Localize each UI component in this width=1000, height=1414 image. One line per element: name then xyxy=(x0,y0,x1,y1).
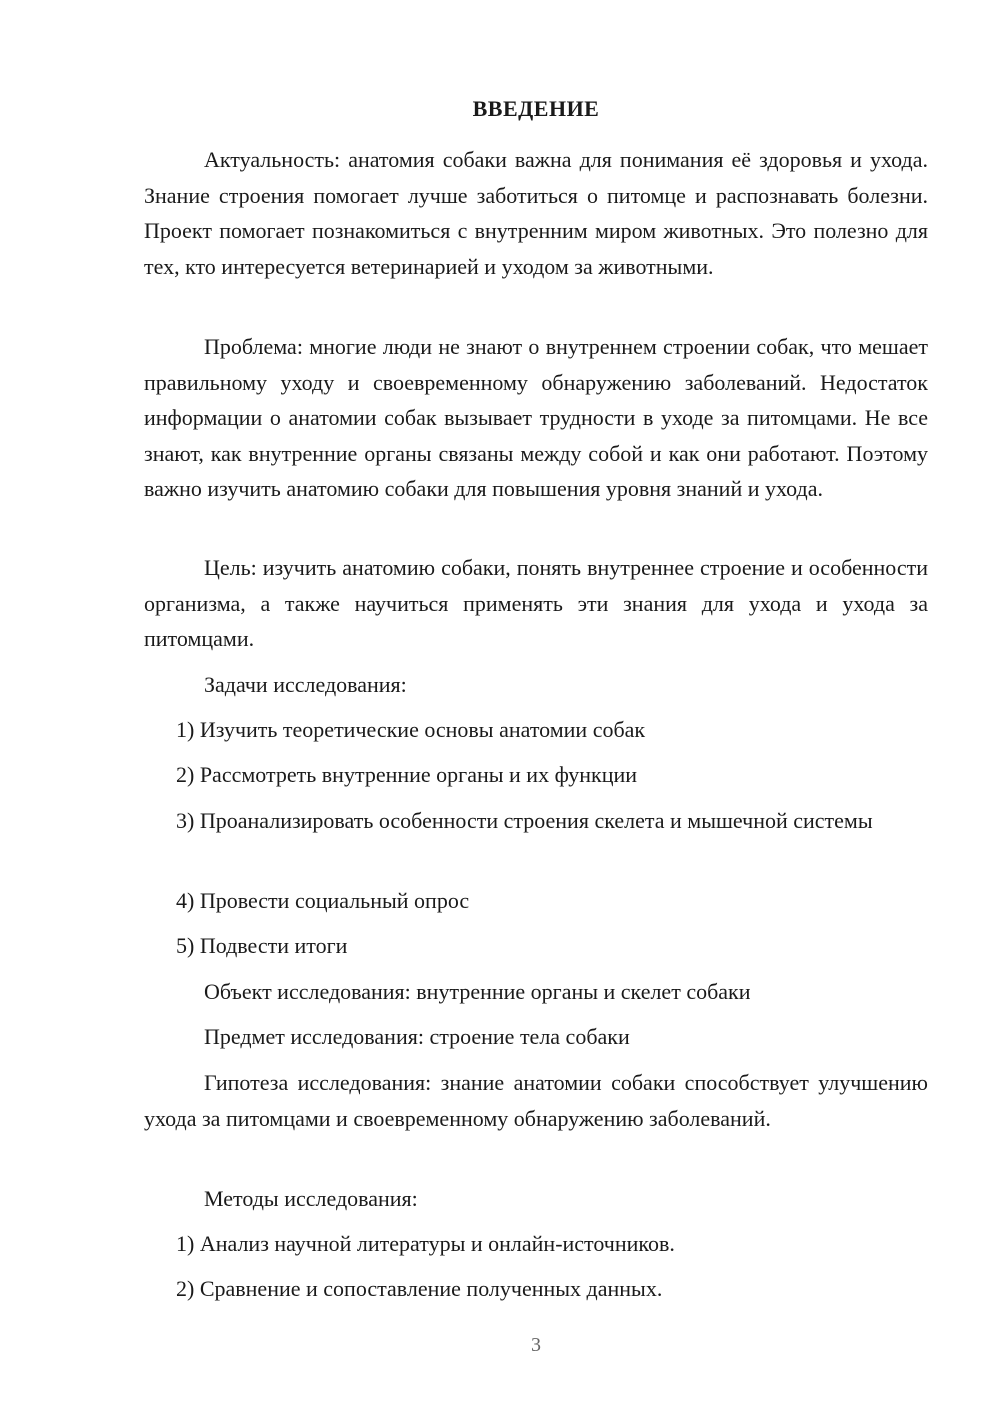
task-item-2: 2) Рассмотреть внутренние органы и их функции xyxy=(176,762,638,787)
subject-paragraph: Предмет исследования: строение тела собаки xyxy=(204,1024,630,1049)
page-number: 3 xyxy=(531,1334,541,1356)
relevance-paragraph: Актуальность: анатомия собаки важна для понимания её здоровья и ухода. Знание строения помогает лучше заботиться о питомце и распознавать болезни. Проект помогает познакомиться с внутренним миром животных. Это полезно для тех, кто интересуется ветеринарией и уходом за животными. xyxy=(144,147,928,279)
method-item-2: 2) Сравнение и сопоставление полученных данных. xyxy=(176,1276,663,1301)
goal-paragraph: Цель: изучить анатомию собаки, понять внутреннее строение и особенности организма, а также научиться применять эти знания для ухода и ухода за питомцами. xyxy=(144,555,928,651)
task-item-5: 5) Подвести итоги xyxy=(176,933,348,958)
problem-paragraph: Проблема: многие люди не знают о внутреннем строении собак, что мешает правильному уходу и своевременному обнаружению заболеваний. Недостаток информации о анатомии собак вызывает трудности в уходе за питомцами. Не все знают, как внутренние органы связаны между собой и как они работают. Поэтому важно изучить анатомию собаки для повышения уровня знаний и ухода. xyxy=(144,334,928,501)
object-paragraph: Объект исследования: внутренние органы и скелет собаки xyxy=(204,979,751,1004)
methods-heading: Методы исследования: xyxy=(204,1186,418,1211)
method-item-1: 1) Анализ научной литературы и онлайн-источников. xyxy=(176,1231,675,1256)
task-item-4: 4) Провести социальный опрос xyxy=(176,888,470,913)
tasks-heading: Задачи исследования: xyxy=(204,672,407,697)
task-item-3: 3) Проанализировать особенности строения скелета и мышечной системы xyxy=(176,808,873,833)
hypothesis-paragraph: Гипотеза исследования: знание анатомии собаки способствует улучшению ухода за питомцами и своевременному обнаружению заболеваний. xyxy=(144,1070,928,1131)
page-title: ВВЕДЕНИЕ xyxy=(472,96,600,121)
task-item-1: 1) Изучить теоретические основы анатомии собак xyxy=(176,717,646,742)
